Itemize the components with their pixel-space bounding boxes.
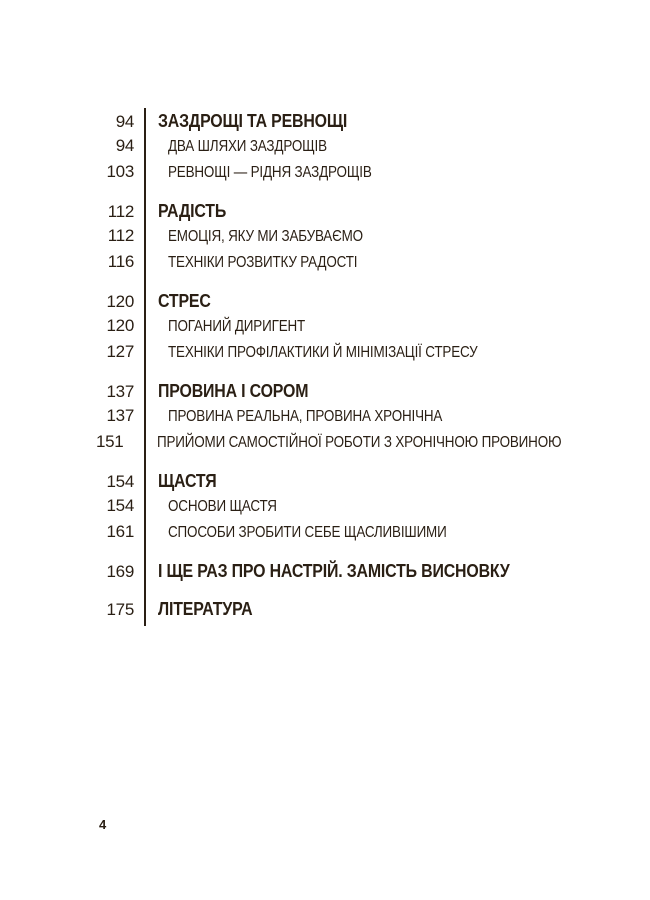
toc-item-title: ОСНОВИ ЩАСТЯ (168, 498, 277, 515)
toc-page-number: 137 (106, 406, 134, 425)
toc-item[interactable] (96, 316, 616, 342)
toc-item-title: РЕВНОЩІ — РІДНЯ ЗАЗДРОЩІВ (168, 164, 372, 181)
toc-item[interactable] (96, 406, 616, 432)
toc-item-title: ПРОВИНА РЕАЛЬНА, ПРОВИНА ХРОНІЧНА (168, 408, 443, 425)
toc-item[interactable] (96, 432, 616, 458)
toc-page-number: 94 (115, 112, 134, 131)
toc-item[interactable] (96, 342, 616, 368)
toc-section-title: СТРЕС (158, 290, 211, 311)
toc-section-title: РАДІСТЬ (158, 200, 227, 221)
toc-page-number: 151 (96, 432, 124, 451)
toc-section[interactable] (96, 380, 616, 406)
toc-page-number: 175 (106, 600, 134, 619)
toc-section[interactable] (96, 598, 616, 624)
toc-page-number: 169 (106, 562, 134, 581)
toc-page-number: 127 (106, 342, 134, 361)
toc-section-title: І ЩЕ РАЗ ПРО НАСТРІЙ. ЗАМІСТЬ ВИСНОВКУ (158, 560, 510, 581)
table-of-contents (96, 110, 616, 624)
toc-page-number: 137 (106, 382, 134, 401)
toc-section-title: ЗАЗДРОЩІ ТА РЕВНОЩІ (158, 110, 348, 131)
toc-section-title: ПРОВИНА І СОРОМ (158, 380, 309, 401)
toc-page-number: 94 (115, 136, 134, 155)
toc-item[interactable] (96, 252, 616, 278)
toc-item[interactable] (96, 522, 616, 548)
toc-item-title: ТЕХНІКИ РОЗВИТКУ РАДОСТІ (168, 254, 358, 271)
toc-page-number: 120 (106, 316, 134, 335)
toc-page-number: 161 (106, 522, 134, 541)
toc-page-number: 120 (106, 292, 134, 311)
toc-page-number: 154 (106, 496, 134, 515)
toc-item-title: ТЕХНІКИ ПРОФІЛАКТИКИ Й МІНІМІЗАЦІЇ СТРЕСУ (168, 344, 478, 361)
toc-item-title: ПРИЙОМИ САМОСТІЙНОЇ РОБОТИ З ХРОНІЧНОЮ ПРОВИНОЮ (157, 434, 562, 451)
spacer (96, 586, 616, 598)
toc-page-number: 112 (107, 226, 134, 245)
page-folio-number: 4 (99, 817, 107, 832)
toc-page-number: 112 (107, 202, 134, 221)
spacer (96, 548, 616, 560)
toc-section-title: ЛІТЕРАТУРА (158, 598, 253, 619)
toc-item[interactable] (96, 162, 616, 188)
spacer (96, 458, 616, 470)
toc-section[interactable] (96, 470, 616, 496)
toc-item-title: ДВА ШЛЯХИ ЗАЗДРОЩІВ (168, 138, 327, 155)
toc-item[interactable] (96, 496, 616, 522)
toc-item-title: СПОСОБИ ЗРОБИТИ СЕБЕ ЩАСЛИВІШИМИ (168, 524, 447, 541)
toc-section[interactable] (96, 110, 616, 136)
toc-section[interactable] (96, 200, 616, 226)
toc-section[interactable] (96, 290, 616, 316)
spacer (96, 278, 616, 290)
toc-item-title: ЕМОЦІЯ, ЯКУ МИ ЗАБУВАЄМО (168, 228, 363, 245)
toc-section-title: ЩАСТЯ (158, 470, 217, 491)
toc-section[interactable] (96, 560, 616, 586)
toc-item[interactable] (96, 226, 616, 252)
toc-page-number: 116 (107, 252, 134, 271)
toc-page-number: 154 (106, 472, 134, 491)
spacer (96, 368, 616, 380)
toc-item-title: ПОГАНИЙ ДИРИГЕНТ (168, 318, 306, 335)
toc-page-number: 103 (106, 162, 134, 181)
toc-item[interactable] (96, 136, 616, 162)
spacer (96, 188, 616, 200)
